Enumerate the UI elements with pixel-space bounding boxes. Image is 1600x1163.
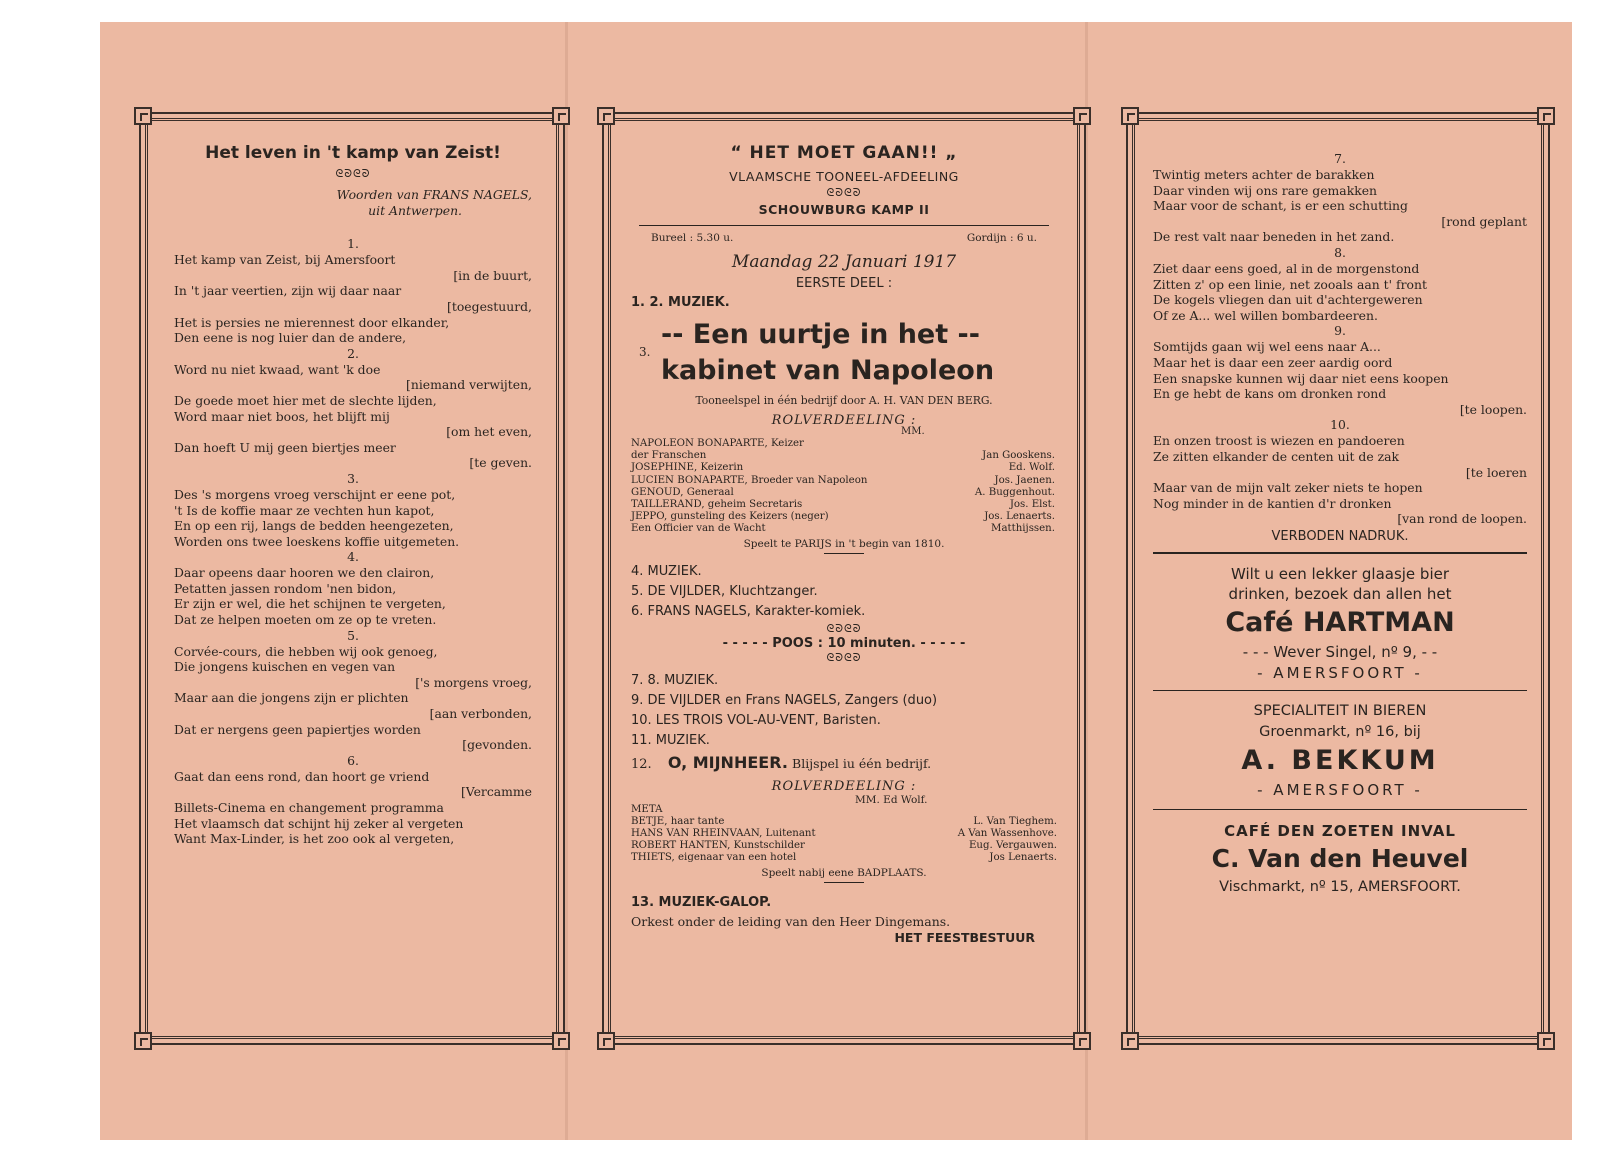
corner-ornament <box>552 107 570 125</box>
cast-row <box>631 462 1055 474</box>
item-number: 12. <box>631 756 652 772</box>
ad-text: SPECIALITEIT IN BIEREN <box>1253 702 1427 719</box>
copyright-note: VERBODEN NADRUK. <box>1271 528 1409 544</box>
cast-role: BETJE, haar tante <box>631 815 725 827</box>
item-number: 3. <box>639 345 651 359</box>
programme-item: 6. FRANS NAGELS, Karakter-komiek. <box>631 603 866 619</box>
cast-actor: A. Buggenhout. <box>974 486 1055 498</box>
verse-number: 2. <box>347 345 359 361</box>
verse-line: Een snapske kunnen wij daar niet eens koopen <box>1153 370 1449 386</box>
cast-list <box>631 438 1055 536</box>
verse-line: De rest valt naar beneden in het zand. <box>1153 229 1395 245</box>
programme-item: 5. DE VIJLDER, Kluchtzanger. <box>631 583 818 599</box>
play-title: -- Een uurtje in het -- <box>661 319 980 350</box>
cast-actor: Matthijssen. <box>991 523 1055 535</box>
verse-number: 8. <box>1334 244 1346 260</box>
programme-item: 13. MUZIEK-GALOP. <box>631 895 772 911</box>
middle-panel <box>608 118 1080 1039</box>
play-title-line2: kabinet van Napoleon <box>661 355 995 386</box>
play-genre: Blijspel iu één bedrijf. <box>792 755 932 771</box>
divider <box>1153 809 1527 810</box>
corner-ornament <box>1121 1032 1139 1050</box>
verse-line: Ze zitten elkander de centen uit de zak <box>1153 448 1400 464</box>
verse-line: Corvée-cours, die hebben wij ook genoeg, <box>174 643 438 659</box>
corner-ornament <box>1073 1032 1091 1050</box>
gordijn-time: Gordijn : 6 u. <box>966 232 1037 244</box>
author-line: Woorden van FRANS NAGELS, <box>336 187 532 202</box>
corner-ornament <box>597 107 615 125</box>
cast-actor: A Van Wassenhove. <box>957 827 1057 839</box>
cast-heading: ROLVERDEELING : <box>771 413 917 428</box>
verse-number: 5. <box>347 627 359 643</box>
corner-ornament <box>597 1032 615 1050</box>
verse-line: [van rond de loopen. <box>1397 511 1527 527</box>
cast-row <box>631 840 1057 852</box>
verse-line: Twintig meters achter de barakken <box>1153 167 1375 182</box>
verse-line: Billets-Cinema en changement programma <box>174 800 444 815</box>
verse-line: En op een rij, langs de bedden heengezeten, <box>174 518 454 534</box>
cast-row <box>631 438 1055 450</box>
verse-line: Het is persies ne mierennest door elkander, <box>174 314 450 330</box>
verse-line: Maar voor de schant, is er een schutting <box>1153 198 1408 214</box>
cafe-city: - AMERSFOORT - <box>1257 780 1423 799</box>
cast-actor: Eug. Vergauwen. <box>968 840 1057 852</box>
cast-actor: Jan Gooskens. <box>982 450 1055 462</box>
mm-row <box>631 428 1057 438</box>
verse-line: Petatten jassen rondom 'nen bidon, <box>174 580 397 596</box>
verse-line: Des 's morgens vroeg verschijnt er eene pot, <box>174 486 456 502</box>
cast-actor: Ed. Wolf. <box>1008 462 1055 474</box>
organizer: HET FEESTBESTUUR <box>894 930 1035 946</box>
programme-heading: “ HET MOET GAAN!! „ <box>730 143 958 163</box>
verse-line: Zitten z' op een linie, net zooals aan t' front <box>1153 276 1427 292</box>
divider <box>824 553 864 554</box>
play-subtitle: Tooneelspel in één bedrijf door A. H. VAN DEN BERG. <box>695 394 993 407</box>
verse-line: [toegestuurd, <box>447 298 532 314</box>
verse-line: [te loopen. <box>1459 401 1527 417</box>
mm-label: MM. <box>901 426 925 437</box>
corner-ornament <box>1537 107 1555 125</box>
cast-row <box>631 450 1055 462</box>
cast-row <box>631 499 1055 511</box>
verse-line: Worden ons twee loeskens koffie uitgemeten. <box>174 533 460 549</box>
verse-line: Het vlaamsch dat schijnt hij zeker al vergeten <box>174 815 464 831</box>
cast-list <box>631 804 1057 865</box>
verse-line: Gaat dan eens rond, dan hoort ge vriend <box>174 768 430 784</box>
play-title-block <box>631 315 1057 391</box>
programme-item: 9. DE VIJLDER en Frans NAGELS, Zangers (duo) <box>631 692 938 708</box>
cast-row <box>631 475 1055 487</box>
verse-number: 4. <box>347 549 359 565</box>
programme-item <box>631 753 1057 775</box>
verse-line: Daar vinden wij ons rare gemakken <box>1153 182 1378 198</box>
cast-role: GENOUD, Generaal <box>631 486 734 498</box>
verse-line: Want Max-Linder, is het zoo ook al vergeten, <box>174 831 455 847</box>
cast-role: ROBERT HANTEN, Kunstschilder <box>631 840 805 852</box>
cast-actor: Jos. Jaenen. <box>994 474 1055 486</box>
verse-line: [Vercamme <box>460 784 532 800</box>
verse-line: Dan hoeft U mij geen biertjes meer <box>174 439 396 455</box>
company-name: VLAAMSCHE TOONEEL-AFDEELING <box>729 169 959 184</box>
verse-line: ['s morgens vroeg, <box>415 674 532 690</box>
cast-role: LUCIEN BONAPARTE, Broeder van Napoleon <box>631 474 868 486</box>
cast-role: JEPPO, gunsteling des Keizers (neger) <box>631 511 829 523</box>
venue-name: SCHOUWBURG KAMP II <box>758 202 930 217</box>
verse-line: De kogels vliegen dan uit d'achtergeweren <box>1153 292 1423 308</box>
verse-line: [in de buurt, <box>453 267 532 283</box>
verse-number: 3. <box>347 470 359 486</box>
performance-date: Maandag 22 Januari 1917 <box>731 252 957 272</box>
cast-role: TAILLERAND, geheim Secretaris <box>631 498 803 510</box>
orchestra-note: Orkest onder de leiding van den Heer Dingemans. <box>631 914 951 930</box>
left-panel <box>145 118 559 1039</box>
verse-line: [te geven. <box>469 455 532 471</box>
verse-line: Den eene is nog luier dan de andere, <box>174 330 407 346</box>
verse-line: Word maar niet boos, het blijft mij <box>174 408 390 424</box>
verse-line: Dat er nergens geen papiertjes worden <box>174 721 421 737</box>
verse-line: Maar het is daar een zeer aardig oord <box>1153 354 1393 370</box>
cast-actor: Jos. Lenaerts. <box>984 511 1055 523</box>
ornament-divider: ᘓᘐᘓᘐ <box>826 186 862 199</box>
setting-note: Speelt te PARIJS in 't begin van 1810. <box>743 537 945 550</box>
cast-role: JOSEPHINE, Keizerin <box>631 462 744 474</box>
mm-label: MM. Ed Wolf. <box>855 793 928 806</box>
verse-number: 6. <box>347 752 359 768</box>
ad-text: Groenmarkt, nº 16, bij <box>1259 723 1421 740</box>
part-label: EERSTE DEEL : <box>795 276 893 291</box>
verse-number: 10. <box>1330 417 1350 433</box>
cast-actor: L. Van Tieghem. <box>973 815 1057 827</box>
ad-text: drinken, bezoek dan allen het <box>1228 584 1452 603</box>
cafe-address: - - - Wever Singel, nº 9, - - <box>1242 642 1438 661</box>
verse-line: Er zijn er wel, die het schijnen te vergeten, <box>174 596 446 612</box>
verse-line: [rond geplant <box>1441 213 1527 229</box>
song-verses <box>174 236 532 847</box>
corner-ornament <box>1073 107 1091 125</box>
verse-line: Of ze A... wel willen bombardeeren. <box>1153 307 1378 323</box>
verse-line: Somtijds gaan wij wel eens naar A... <box>1153 339 1381 355</box>
verse-line: In 't jaar veertien, zijn wij daar naar <box>174 283 402 299</box>
verse-line: Word nu niet kwaad, want 'k doe <box>174 361 381 377</box>
programme-item: 11. MUZIEK. <box>631 732 710 748</box>
cast-role: HANS VAN RHEINVAAN, Luitenant <box>631 827 816 839</box>
ad-text: Wilt u een lekker glaasje bier <box>1230 564 1450 583</box>
verse-line: Het kamp van Zeist, bij Amersfoort <box>174 252 396 268</box>
ornament-divider: ᘓᘐᘓᘐ <box>335 167 371 180</box>
cafe-city: - AMERSFOORT - <box>1257 663 1423 682</box>
cast-actor: Jos Lenaerts. <box>989 852 1057 864</box>
author-origin: uit Antwerpen. <box>368 202 462 218</box>
cast-role: NAPOLEON BONAPARTE, Keizer <box>631 438 804 449</box>
song-verses <box>1153 151 1527 527</box>
play-title-2: O, MIJNHEER. <box>667 752 788 772</box>
programme-list <box>631 671 1057 751</box>
corner-ornament <box>134 1032 152 1050</box>
cast-row <box>631 487 1055 499</box>
ornament-divider: ᘓᘐᘓᘐ <box>826 650 862 664</box>
cast-role: Een Officier van de Wacht <box>631 523 766 535</box>
cast-row <box>631 852 1057 864</box>
verse-line: [aan verbonden, <box>429 706 532 722</box>
cafe-name: Café HARTMAN <box>1225 606 1455 638</box>
verse-line: Nog minder in de kantien d'r dronken <box>1153 495 1392 511</box>
divider <box>1153 552 1527 554</box>
verse-line: De goede moet hier met de slechte lijden, <box>174 392 437 408</box>
cast-role: der Franschen <box>631 450 707 462</box>
cast-role: THIETS, eigenaar van een hotel <box>631 852 797 864</box>
verse-line: En ge hebt de kans om dronken rond <box>1153 386 1387 402</box>
verse-line: En onzen troost is wiezen en pandoeren <box>1153 433 1405 449</box>
cast-actor: Jos. Elst. <box>1009 498 1055 510</box>
verse-line: Maar van de mijn valt zeker niets te hopen <box>1153 480 1423 496</box>
verse-line: Ziet daar eens goed, al in de morgenstond <box>1153 260 1420 276</box>
cast-heading: ROLVERDEELING : <box>771 778 917 794</box>
song-title: Het leven in 't kamp van Zeist! <box>205 143 501 163</box>
cafe-owner: C. Van den Heuvel <box>1211 843 1469 873</box>
divider <box>639 225 1049 226</box>
verse-line: [te loeren <box>1465 464 1527 480</box>
ad-text: CAFÉ DEN ZOETEN INVAL <box>1224 821 1456 840</box>
verse-line: [niemand verwijten, <box>406 377 532 393</box>
programme-list <box>631 562 1057 622</box>
programme-item: 10. LES TROIS VOL-AU-VENT, Baristen. <box>631 712 881 728</box>
setting-note: Speelt nabij eene BADPLAATS. <box>761 867 927 880</box>
intermission: - - - - - POOS : 10 minuten. - - - - - <box>722 635 966 651</box>
cast-row <box>631 523 1055 535</box>
verse-line: 't Is de koffie maar ze vechten hun kapot, <box>174 502 435 518</box>
verse-line: [gevonden. <box>462 737 532 753</box>
verse-line: Die jongens kuischen en vegen van <box>174 659 396 675</box>
verse-number: 7. <box>1334 151 1346 166</box>
programme-item: 7. 8. MUZIEK. <box>631 672 719 688</box>
right-panel <box>1132 118 1544 1039</box>
cast-row <box>631 511 1055 523</box>
verse-number: 9. <box>1334 323 1346 339</box>
corner-ornament <box>1121 107 1139 125</box>
corner-ornament <box>1537 1032 1555 1050</box>
ornament-divider: ᘓᘐᘓᘐ <box>826 621 862 635</box>
cast-row <box>631 816 1057 828</box>
corner-ornament <box>552 1032 570 1050</box>
brewer-name: A. BEKKUM <box>1241 744 1439 776</box>
verse-number: 1. <box>347 236 359 252</box>
verse-line: Maar aan die jongens zijn er plichten <box>174 690 409 706</box>
cast-row <box>631 828 1057 840</box>
divider <box>824 882 864 883</box>
programme-item: 4. MUZIEK. <box>631 563 702 579</box>
verse-line: [om het even, <box>446 424 532 440</box>
divider <box>1153 690 1527 691</box>
verse-line: Dat ze helpen moeten om ze op te vreten. <box>174 612 437 628</box>
cafe-address: Vischmarkt, nº 15, AMERSFOORT. <box>1219 878 1461 895</box>
cast-role: META <box>631 803 663 815</box>
mm-row <box>631 794 1057 804</box>
times-row <box>631 232 1057 248</box>
bureel-time: Bureel : 5.30 u. <box>651 232 734 244</box>
programme-item: 1. 2. MUZIEK. <box>631 295 730 310</box>
cast-row <box>631 804 1057 816</box>
verse-line: Daar opeens daar hooren we den clairon, <box>174 565 435 581</box>
corner-ornament <box>134 107 152 125</box>
